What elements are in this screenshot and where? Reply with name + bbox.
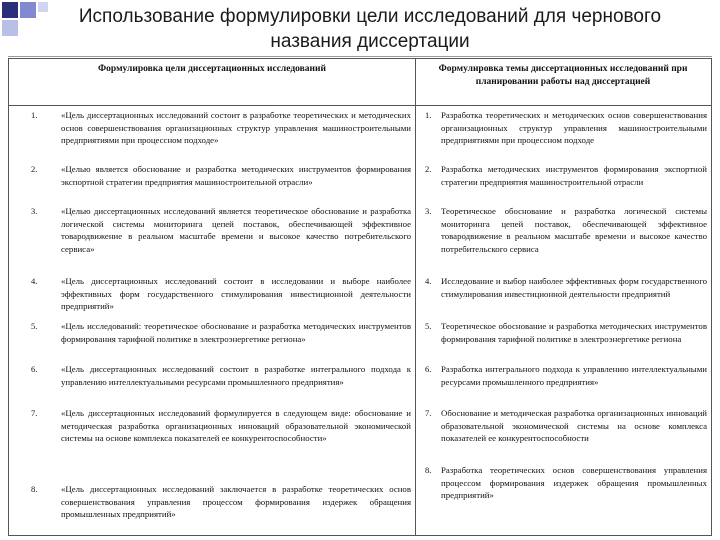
item-number: 2.	[31, 164, 38, 174]
decor-square	[2, 20, 18, 36]
item-text: «Цель диссертационных исследований формулируется в следующем виде: обоснование и методическая разработка организационных инноваций образовательной экономической системы на основе комплекса показателей ее конкурентоспособности»	[61, 408, 411, 444]
item-text: Разработка теоретических и методических основ совершенствования организационных структур управления машиностроительными предприятиями при процессном подходе	[441, 110, 707, 146]
item-number: 3.	[425, 206, 432, 216]
item-number: 1.	[425, 110, 432, 120]
item-text: «Цель диссертационных исследований состоит в разработке теоретических и методических основ совершенствования организационных структур управления машиностроительными предприятиями при процессном подходе»	[61, 110, 411, 146]
item-text: «Целью является обоснование и разработка методических инструментов формирования экспортной стратегии предприятия машиностроительной отрасли»	[61, 164, 411, 187]
item-number: 5.	[425, 321, 432, 331]
left-header-text: Формулировка цели диссертационных исследований	[98, 64, 326, 74]
item-number: 6.	[425, 364, 432, 374]
right-column	[415, 59, 711, 535]
slide-title-line-2: названия диссертации	[270, 31, 470, 52]
left-column-header	[9, 59, 415, 106]
item-number: 8.	[425, 465, 432, 475]
item-number: 6.	[31, 364, 38, 374]
item-number: 7.	[31, 408, 38, 418]
title-divider	[8, 56, 712, 57]
item-number: 8.	[31, 484, 38, 494]
item-number: 4.	[425, 276, 432, 286]
item-text: Разработка теоретических основ совершенствования управления процессом формирования издержек обращения промышленных предприятий»	[441, 465, 707, 501]
item-text: Теоретическое обоснование и разработка методических инструментов формирования тарифной политике в электроэнергетике региона	[441, 321, 707, 344]
item-number: 4.	[31, 276, 38, 286]
item-text: Теоретическое обоснование и разработка логической системы мониторинга цепей поставок, обеспечивающей эффективное товародвижение в реальном масштабе времени и высокое качество потребительского сервиса	[441, 206, 707, 254]
right-column-header	[415, 59, 711, 106]
left-column	[9, 59, 416, 535]
item-text: «Цель диссертационных исследований состоит в исследовании и выборе наиболее эффективных форм государственного стимулирования инвестиционной деятельности предприятий»	[61, 276, 411, 312]
item-text: «Цель исследований: теоретическое обоснование и разработка методических инструментов формирования тарифной политике в электроэнергетике региона»	[61, 321, 411, 344]
item-number: 1.	[31, 110, 38, 120]
decor-square	[2, 2, 18, 18]
item-number: 5.	[31, 321, 38, 331]
item-text: Разработка методических инструментов формирования экспортной стратегии предприятия машиностроительной отрасли	[441, 164, 707, 187]
item-text: «Цель диссертационных исследований заключается в разработке теоретических основ совершенствования управления процессом формирования издержек обращения промышленных предприятий»	[61, 484, 411, 520]
slide-title-line-1: Использование формулировки цели исследований для чернового	[78, 6, 662, 27]
item-text: «Целью диссертационных исследований является теоретическое обоснование и разработка логической системы мониторинга цепей поставок, обеспечивающей эффективное товародвижение в реальном масштабе времени и высокое качество потребительского сервиса»	[61, 206, 411, 254]
right-header-text: Формулировка темы диссертационных исследований при планировании работы над диссертацией	[438, 64, 688, 87]
item-number: 7.	[425, 408, 432, 418]
item-number: 3.	[31, 206, 38, 216]
comparison-table	[8, 58, 712, 536]
item-number: 2.	[425, 164, 432, 174]
item-text: Исследование и выбор наиболее эффективных форм государственного стимулирования инвестиционной деятельности предприятий	[441, 276, 707, 299]
item-text: Разработка интегрального подхода к управлению интеллектуальными ресурсами промышленного предприятия»	[441, 364, 707, 387]
item-text: «Цель диссертационных исследований состоит в разработке интегрального подхода к управлению интеллектуальными ресурсами промышленного предприятия»	[61, 364, 411, 387]
item-text: Обоснование и методическая разработка организационных инноваций образовательной экономической системы на основе комплекса показателей ее конкурентоспособности	[441, 408, 707, 444]
decor-square	[20, 2, 36, 18]
slide-title	[40, 4, 700, 54]
